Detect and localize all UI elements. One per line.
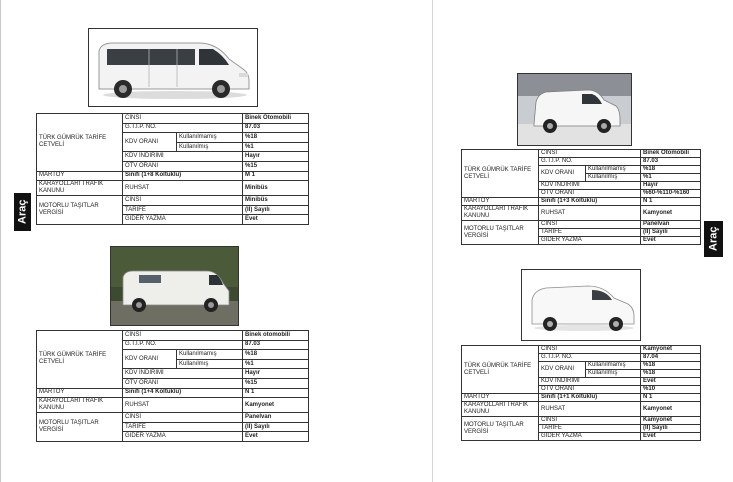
kdv-indirimi-label: KDV İNDİRİMİ <box>123 369 243 379</box>
karayollari-label: KARAYOLLARI TRAFİK KANUNU <box>462 206 539 221</box>
gtip-value: 87.03 <box>641 158 701 166</box>
kdv-kullanilmamis-value: %18 <box>641 362 701 370</box>
mtv-cinsi-label: CİNSİ <box>123 196 243 206</box>
vehicle-photo-delivery-van <box>521 269 641 341</box>
kdv-label: KDV ORANI <box>123 133 177 152</box>
ruhsat-label: RUHSAT <box>539 206 641 221</box>
cinsi-label: CİNSİ <box>539 150 641 158</box>
tarife-label: TARİFE <box>539 229 641 237</box>
karayollari-label: KARAYOLLARI TRAFİK KANUNU <box>37 398 123 413</box>
cinsi-label: CİNSİ <box>539 346 641 354</box>
kdv-kullanilmamis-value: %18 <box>243 133 309 143</box>
kullanilmis-label: Kullanılmış <box>177 142 243 152</box>
tarife-label: TARİFE <box>539 425 641 433</box>
vehicle-spec-table-4 <box>461 345 701 441</box>
gumruk-label: TÜRK GÜMRÜK TARİFE CETVELİ <box>462 150 539 198</box>
tarife-label: TARİFE <box>123 422 243 432</box>
kdv-kullanilmis-value: %1 <box>641 174 701 182</box>
martoy-value: M 1 <box>243 171 309 181</box>
cinsi-value: Kamyonet <box>641 346 701 354</box>
kdv-indirimi-label: KDV İNDİRİMİ <box>539 378 641 386</box>
otv-label: ÖTV ORANI <box>539 190 641 198</box>
otv-label: ÖTV ORANI <box>123 378 243 388</box>
motorlu-label: MOTORLU TAŞITLAR VERGİSİ <box>462 221 539 245</box>
martoy-value: N 1 <box>641 394 701 402</box>
vehicle-spec-table-3 <box>461 149 701 245</box>
gtip-value: 87.03 <box>243 340 309 350</box>
otv-label: ÖTV ORANI <box>123 161 243 171</box>
otv-value: %10 <box>641 386 701 394</box>
kdv-label: KDV ORANI <box>539 362 586 378</box>
motorlu-label: MOTORLU TAŞITLAR VERGİSİ <box>37 196 123 225</box>
martoy-value: N 1 <box>243 388 309 398</box>
kdv-label: KDV ORANI <box>123 350 177 369</box>
mtv-cinsi-value: Minibüs <box>243 196 309 206</box>
kdv-indirimi-label: KDV İNDİRİMİ <box>539 182 641 190</box>
kdv-kullanilmamis-value: %18 <box>243 350 309 360</box>
kdv-kullanilmis-value: %1 <box>243 359 309 369</box>
kullanilmamis-label: Kullanılmamış <box>177 350 243 360</box>
kdv-indirimi-value: Hayır <box>641 182 701 190</box>
kullanilmis-label: Kullanılmış <box>586 174 641 182</box>
martoy-value: N 1 <box>641 198 701 206</box>
karayollari-label: KARAYOLLARI TRAFİK KANUNU <box>37 181 123 196</box>
kullanilmis-label: Kullanılmış <box>177 359 243 369</box>
martoy-label: MARTOY <box>462 394 539 402</box>
gumruk-label: TÜRK GÜMRÜK TARİFE CETVELİ <box>462 346 539 394</box>
side-tab-left: Araç <box>14 193 31 231</box>
gtip-value: 87.03 <box>243 123 309 133</box>
kdv-kullanilmamis-value: %18 <box>641 166 701 174</box>
kdv-kullanilmis-value: %18 <box>641 370 701 378</box>
sinif-value: Sınıfı (1+4 Koltuklu) <box>123 388 243 398</box>
kdv-kullanilmis-value: %1 <box>243 142 309 152</box>
tarife-label: TARİFE <box>123 205 243 215</box>
side-tab-right: Araç <box>704 221 723 257</box>
mtv-cinsi-value: Kamyonet <box>641 417 701 425</box>
gider-value: Evet <box>243 432 309 442</box>
gtip-label: G.T.İ.P. NO. <box>123 123 243 133</box>
otv-value: %60-%110-%160 <box>641 190 701 198</box>
gider-value: Evet <box>243 215 309 225</box>
martoy-label: MARTOY <box>37 171 123 181</box>
vehicle-photo-panel-van <box>110 246 239 326</box>
gider-value: Evet <box>641 433 701 441</box>
gumruk-label: TÜRK GÜMRÜK TARİFE CETVELİ <box>37 331 123 389</box>
gider-label: GİDER YAZMA <box>539 237 641 245</box>
ruhsat-value: Kamyonet <box>641 206 701 221</box>
martoy-label: MARTOY <box>462 198 539 206</box>
kdv-indirimi-value: Hayır <box>243 152 309 162</box>
cinsi-label: CİNSİ <box>123 114 243 124</box>
cinsi-value: Binek Otomobili <box>243 114 309 124</box>
kdv-label: KDV ORANI <box>539 166 586 182</box>
cinsi-label: CİNSİ <box>123 331 243 341</box>
tarife-value: (II) Sayılı <box>641 425 701 433</box>
gider-label: GİDER YAZMA <box>123 215 243 225</box>
ruhsat-value: Kamyonet <box>641 402 701 417</box>
vehicle-spec-table-2 <box>36 330 309 442</box>
martoy-label: MARTOY <box>37 388 123 398</box>
vehicle-spec-table-1 <box>36 113 309 225</box>
ruhsat-label: RUHSAT <box>123 181 243 196</box>
motorlu-label: MOTORLU TAŞITLAR VERGİSİ <box>37 413 123 442</box>
mtv-cinsi-value: Panelvan <box>243 413 309 423</box>
gtip-label: G.T.İ.P. NO. <box>123 340 243 350</box>
otv-value: %15 <box>243 378 309 388</box>
cinsi-value: Binek Otomobili <box>641 150 701 158</box>
gumruk-label: TÜRK GÜMRÜK TARİFE CETVELİ <box>37 114 123 172</box>
gtip-value: 87.04 <box>641 354 701 362</box>
kullanilmamis-label: Kullanılmamış <box>177 133 243 143</box>
gtip-label: G.T.İ.P. NO. <box>539 354 641 362</box>
motorlu-label: MOTORLU TAŞITLAR VERGİSİ <box>462 417 539 441</box>
kdv-indirimi-value: Hayır <box>243 369 309 379</box>
ruhsat-label: RUHSAT <box>539 402 641 417</box>
gider-label: GİDER YAZMA <box>123 432 243 442</box>
tarife-value: (II) Sayılı <box>243 422 309 432</box>
kullanilmamis-label: Kullanılmamış <box>586 166 641 174</box>
sinif-value: Sınıfı (1+8 Koltuklu) <box>123 171 243 181</box>
gtip-label: G.T.İ.P. NO. <box>539 158 641 166</box>
gider-label: GİDER YAZMA <box>539 433 641 441</box>
otv-label: ÖTV ORANI <box>539 386 641 394</box>
kullanilmis-label: Kullanılmış <box>586 370 641 378</box>
mtv-cinsi-value: Panelvan <box>641 221 701 229</box>
ruhsat-value: Kamyonet <box>243 398 309 413</box>
ruhsat-label: RUHSAT <box>123 398 243 413</box>
kdv-indirimi-label: KDV İNDİRİMİ <box>123 152 243 162</box>
otv-value: %15 <box>243 161 309 171</box>
cinsi-value: Binek otomobili <box>243 331 309 341</box>
mtv-cinsi-label: CİNSİ <box>123 413 243 423</box>
mtv-cinsi-label: CİNSİ <box>539 221 641 229</box>
vehicle-photo-minibus <box>88 28 258 107</box>
vehicle-photo-compact-van <box>517 73 632 146</box>
karayollari-label: KARAYOLLARI TRAFİK KANUNU <box>462 402 539 417</box>
tarife-value: (II) Sayılı <box>243 205 309 215</box>
mtv-cinsi-label: CİNSİ <box>539 417 641 425</box>
kdv-indirimi-value: Evet <box>641 378 701 386</box>
sinif-value: Sınıfı (1+1 Koltuklu) <box>539 394 641 402</box>
sinif-value: Sınıfı (1+3 Koltuklu) <box>539 198 641 206</box>
kullanilmamis-label: Kullanılmamış <box>586 362 641 370</box>
tarife-value: (II) Sayılı <box>641 229 701 237</box>
page-gutter <box>370 0 432 482</box>
gider-value: Evet <box>641 237 701 245</box>
ruhsat-value: Minibüs <box>243 181 309 196</box>
